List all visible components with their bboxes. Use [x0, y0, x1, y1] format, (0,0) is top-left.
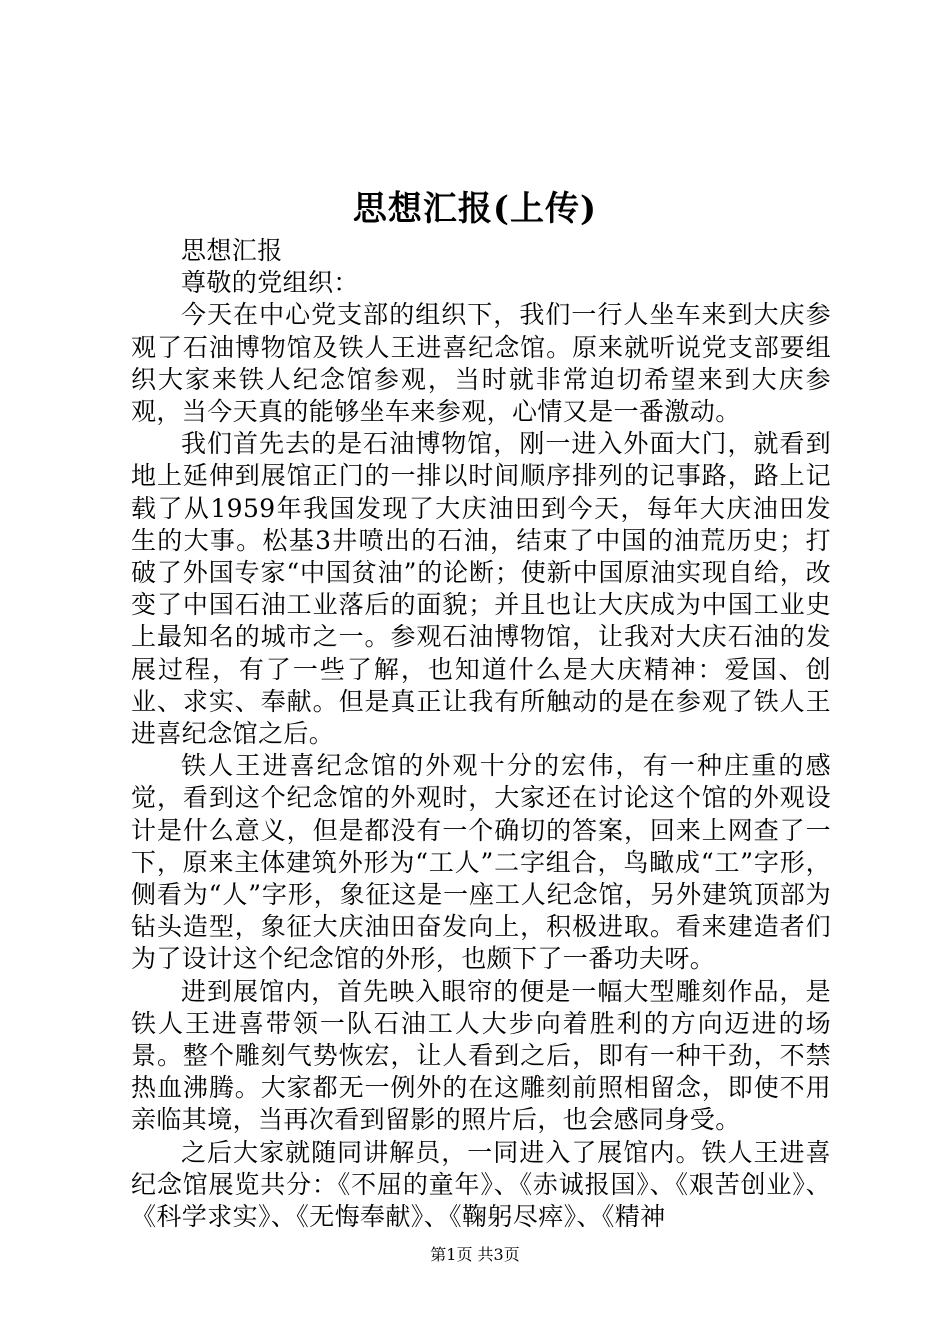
document-body: [131, 235, 831, 1233]
document-title: 思想汇报(上传): [352, 189, 598, 229]
paragraph: 我们首先去的是石油博物馆，刚一进入外面大门，就看到地上延伸到展馆正门的一排以时间顺序排列的记事路，路上记载了从1959年我国发现了大庆油田到今天，每年大庆油田发生的大事。松基3井喷出的石油，结束了中国的油荒历史；打破了外国专家“中国贫油”的论断；使新中国原油实现自给，改变了中国石油工业落后的面貌；并且也让大庆成为中国工业史上最知名的城市之一。参观石油博物馆，让我对大庆石油的发展过程，有了一些了解，也知道什么是大庆精神：爱国、创业、求实、奉献。但是真正让我有所触动的是在参观了铁人王进喜纪念馆之后。: [131, 429, 831, 749]
paragraph-salutation: 尊敬的党组织：: [181, 268, 359, 298]
paragraph-heading: 思想汇报: [181, 236, 283, 265]
paragraph: 进到展馆内，首先映入眼帘的便是一幅大型雕刻作品，是铁人王进喜带领一队石油工人大步向着胜利的方向迈进的场景。整个雕刻气势恢宏，让人看到之后，即有一种干劲，不禁热血沸腾。大家都无一例外的在这雕刻前照相留念，即使不用亲临其境，当再次看到留影的照片后，也会感同身受。: [131, 976, 831, 1135]
page-footer: 第1页 共3页: [430, 1245, 520, 1264]
paragraph: 铁人王进喜纪念馆的外观十分的宏伟，有一种庄重的感觉，看到这个纪念馆的外观时，大家还在讨论这个馆的外观设计是什么意义，但是都没有一个确切的答案，回来上网查了一下，原来主体建筑外形为“工人”二字组合，鸟瞰成“工”字形，侧看为“人”字形，象征这是一座工人纪念馆，另外建筑顶部为钻头造型，象征大庆油田奋发向上，积极进取。看来建造者们为了设计这个纪念馆的外形，也颇下了一番功夫呀。: [131, 751, 831, 974]
paragraph: 之后大家就随同讲解员，一同进入了展馆内。铁人王进喜纪念馆展览共分：《不屈的童年》、《赤诚报国》、《艰苦创业》、《科学求实》、《无悔奉献》、《鞠躬尽瘁》、《精神: [131, 1137, 831, 1232]
paragraph: 今天在中心党支部的组织下，我们一行人坐车来到大庆参观了石油博物馆及铁人王进喜纪念馆。原来就听说党支部要组织大家来铁人纪念馆参观，当时就非常迫切希望来到大庆参观，当今天真的能够坐车来参观，心情又是一番激动。: [131, 300, 831, 427]
